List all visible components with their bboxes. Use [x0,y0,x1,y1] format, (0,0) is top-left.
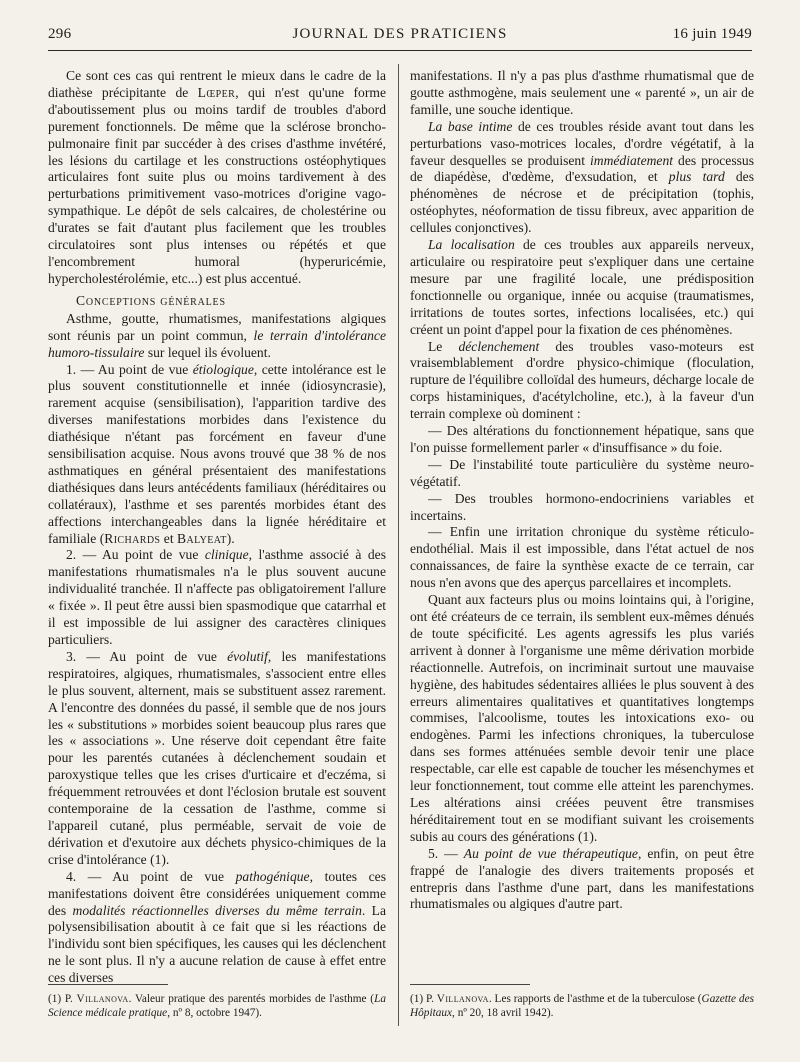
list-item: — De l'instabilité toute particulière du système neuro-végétatif. [410,456,754,489]
right-column [410,68,754,913]
paragraph: La localisation de ces troubles aux appareils nerveux, articulaire ou respiratoire peut s'expliquer dans une certaine mesure par une fragilité locale, une prédisposition fonctionnelle ou organique, innée ou acquise (traumatismes, irritations de toutes sortes, infections localisées, etc.) qui créent un point d'appel pour la fixation de ces phénomènes. [410,237,754,337]
section-heading: Conceptions générales [76,292,226,308]
footnote-left: (1) P. Villanova. Valeur pratique des parentés morbides de l'asthme (La Science médicale pratique, nº 8, octobre 1947). [48,993,386,1019]
author-name: Richards [104,530,161,546]
paragraph: Ce sont ces cas qui rentrent le mieux dans le cadre de la diathèse précipitante de Lœper, qui n'est qu'une forme d'aboutissement plus ou moins tardif de troubles d'abord purement fonctionnels. De même que la sclérose broncho-pulmonaire finit par succéder à des crises d'asthme invétéré, les lésions du cartilage et les constructions ostéophytiques articulaires font suite plus ou moins tardivement à des perturbations primitivement vaso-motrices d'origine vago-sympathique. Le dépôt de sels calcaires, de cholestérine ou d'urates se fait d'autant plus facilement que les troubles circulatoires sont plus intenses ou répétés et que l'encombrement humoral (hyperuricémie, hypercholestérolémie, etc...) est plus accentué. [48,68,386,286]
left-column [48,68,386,987]
author-name: Villanova [436,993,489,1005]
list-item: — Enfin une irritation chronique du système réticulo-endothélial. Mais il est impossible, dans l'état actuel de nos connaissances, de faire la synthèse exacte de ce terrain, car nous n'en avons que des aperçus parcellaires et incomplets. [410,524,754,591]
author-name: Villanova [76,993,129,1005]
column-divider [398,64,399,1026]
paragraph: 4. — Au point de vue pathogénique, toutes ces manifestations doivent être considérées uniquement comme des modalités réactionnelles diverses du même terrain. La polysensibilisation aboutit à ce fait que si les réactions de l'individu sont bien spécifiques, les causes qui les déclenchent ne le sont plus. Il n'y a aucune relation de cause à effet entre ces diverses [48,868,386,986]
paragraph: Asthme, goutte, rhumatismes, manifestations algiques sont réunis par un point commun, le terrain d'intolérance humoro-tissulaire sur lequel ils évoluent. [48,310,386,360]
paragraph: 1. — Au point de vue étiologique, cette intolérance est le plus souvent constitutionnelle et innée (idiosyncrasie), rarement acquise (sensibilisation), l'apparition tardive des diverses manifestations morbides dans l'existence du diathésique n'étant pas forcément en faveur d'une sensibilisation acquise. Nous avons trouvé que 38 % de nos asthmatiques en général présentaient des manifestations diathésiques dans leurs antécédents familiaux (héréditaires ou collatéraux), l'asthme et ses parentés morbides étant des affections interchangeables dans la lignée héréditaire et familiale (Richards et Balyeat). [48,361,386,546]
paragraph: 3. — Au point de vue évolutif, les manifestations respiratoires, algiques, rhumatismales, s'associent entre elles le plus souvent, alternent, mais se substituent assez rarement. A l'encontre des données du passé, il semble que de nos jours les « substitutions » morbides soient beaucoup plus rares que les « associations ». Une réserve doit cependant être faite pour les parentés cutanées à déclenchement soudain et paroxystique telles que les crises d'urticaire et d'eczéma, si fréquemment retrouvées et dont l'éclosion brutale est souvent contemporaine de la cessation de l'asthme, comme si l'appareil cutané, plus perméable, servait de voie de dérivation et d'exutoire aux déchets physico-chimiques de la crise d'intolérance (1). [48,648,386,867]
author-name: Lœper [197,84,236,100]
paragraph: Le déclenchement des troubles vaso-moteurs est vraisemblablement d'ordre physico-chimique (floculation, rupture de l'équilibre colloïdal des humeurs, décharge locale de corps histaminiques, d'acétylcholine, etc.), à la faveur d'un terrain complexe où dominent : [410,338,754,422]
list-item: — Des altérations du fonctionnement hépatique, sans que l'on puisse formellement parler « d'insuffisance » du foie. [410,423,754,455]
issue-date: 16 juin 1949 [672,26,752,42]
paragraph: 2. — Au point de vue clinique, l'asthme associé à des manifestations rhumatismales n'a le plus souvent aucune individualité tranchée. Il n'affecte pas obligatoirement l'allure « fixée ». Il peut être aussi bien spasmodique que catarrhal et il est impossible de lui assigner des caractères cliniques particuliers. [48,547,386,647]
page-number: 296 [48,26,72,42]
list-item: — Des troubles hormono-endocriniens variables et incertains. [410,490,754,523]
journal-title: JOURNAL DES PRATICIENS [292,26,508,42]
footnote-right: (1) P. Villanova. Les rapports de l'asthme et de la tuberculose (Gazette des Hôpitaux, nº 20, 18 avril 1942). [410,993,754,1019]
paragraph: 5. — Au point de vue thérapeutique, enfin, on peut être frappé de l'analogie des divers traitements proposés et entrepris dans l'asthme d'une part, dans les manifestations rhumatismales ou algiques d'autre part. [410,845,754,912]
page-header [48,26,752,48]
paragraph: manifestations. Il n'y a pas plus d'asthme rhumatismal que de goutte asthmogène, mais seulement une « parenté », un air de famille, une souche identique. [410,68,754,117]
header-rule [48,50,752,51]
footnote-rule [410,984,530,985]
author-name: Balyeat [177,530,227,546]
footnote-rule [48,984,168,985]
paragraph: La base intime de ces troubles réside avant tout dans les perturbations vaso-motrices locales, d'ordre végétatif, à la faveur desquelles se produisent immédiatement des processus de diapédèse, d'œdème, d'exsudation, et plus tard des phénomènes de nécrose et de précipitation (tophis, ostéophytes, néoformation de tissu fibreux, avec apparition de cellules conjonctives). [410,118,755,236]
paragraph: Quant aux facteurs plus ou moins lointains qui, à l'origine, ont été créateurs de ce terrain, ils semblent eux-mêmes dénués de toute spécificité. Les agents agressifs les plus variés arrivent à donner à l'organisme une même dérivation morbide réactionnelle. Autrefois, on incriminait surtout une mauvaise hygiène, des habitudes sédentaires alliées le plus souvent à des erreurs alimentaires qualitatives et quantitatives longtemps commises, l'alcoolisme, toutes les intoxications exo- ou endogènes. Parmi les infections chroniques, la tuberculose dans ses formes atténuées semble devoir tenir une place respectable, car elle est capable de toucher les mésenchymes et leur fonctionnement, tout comme elle atteint les parenchymes. Les altérations ainsi créées peuvent être transmises héréditairement tout en se modifiant suivant les croisements subis au cours des générations (1). [410,592,754,844]
